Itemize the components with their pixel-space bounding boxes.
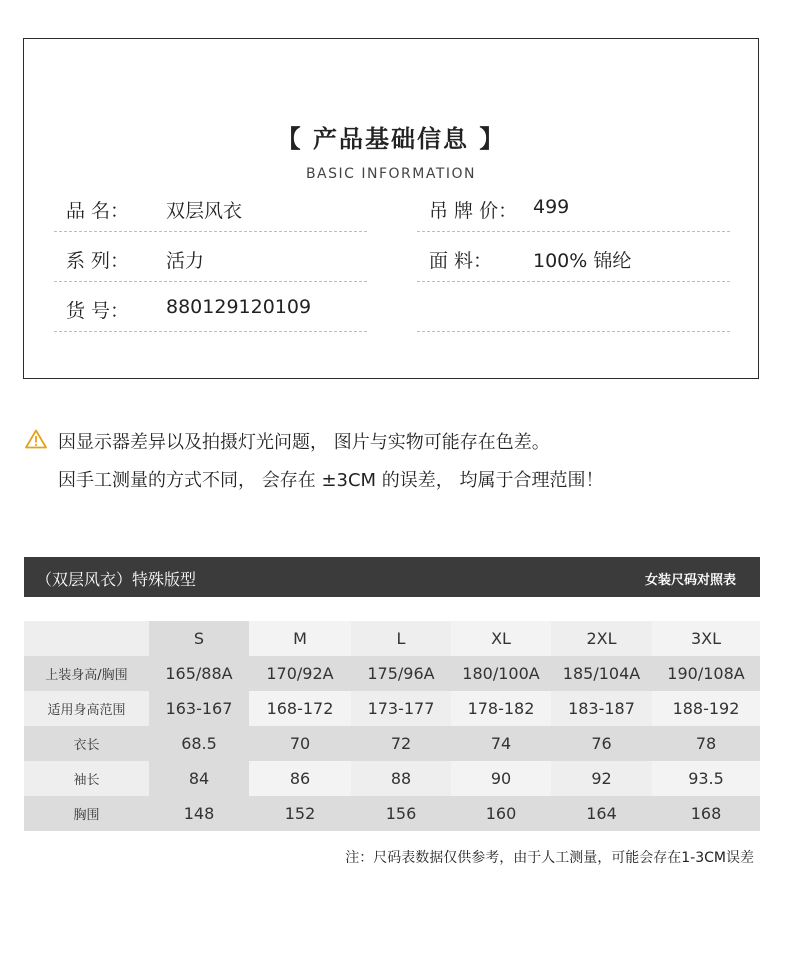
table-cell: 76 [551, 726, 652, 761]
table-cell: 175/96A [351, 656, 451, 691]
size-table-title: （双层风衣）特殊版型 [36, 570, 197, 589]
table-cell: 93.5 [652, 761, 760, 796]
field-label: 品 名： [66, 200, 130, 222]
size-header-cell: 3XL [652, 621, 760, 656]
size-header-cell: M [249, 621, 351, 656]
row-label: 上装身高/胸围 [24, 656, 149, 691]
size-table-footnote: 注：尺码表数据仅供参考，由于人工测量，可能会存在1-3CM误差 [345, 850, 754, 866]
table-cell: 92 [551, 761, 652, 796]
table-row [24, 761, 760, 796]
size-header-cell: L [351, 621, 451, 656]
table-cell: 178-182 [451, 691, 551, 726]
size-header-cell: 2XL [551, 621, 652, 656]
table-cell: 180/100A [451, 656, 551, 691]
field-value: 880129120109 [166, 296, 312, 318]
table-cell: 170/92A [249, 656, 351, 691]
table-cell: 78 [652, 726, 760, 761]
table-cell: 163-167 [149, 691, 249, 726]
field-label: 货 号： [66, 300, 130, 322]
info-title: 【 产品基础信息 】 [276, 125, 506, 153]
table-corner-cell [24, 621, 149, 656]
table-row [24, 691, 760, 726]
row-label: 袖长 [24, 761, 149, 796]
table-cell: 164 [551, 796, 652, 831]
row-label: 胸围 [24, 796, 149, 831]
table-cell: 70 [249, 726, 351, 761]
field-label: 面 料： [429, 250, 493, 272]
table-cell: 74 [451, 726, 551, 761]
field-tag-price [417, 182, 730, 232]
field-series [54, 232, 367, 282]
field-fabric [417, 232, 730, 282]
field-item-number [54, 282, 367, 332]
size-table-header [24, 557, 760, 597]
size-chart-label: 女装尺码对照表 [644, 573, 736, 588]
table-cell: 156 [351, 796, 451, 831]
basic-info-panel [23, 38, 759, 379]
table-cell: 165/88A [149, 656, 249, 691]
field-label: 系 列： [66, 250, 130, 272]
size-header-cell: S [149, 621, 249, 656]
table-cell: 183-187 [551, 691, 652, 726]
field-label: 吊 牌 价： [429, 200, 518, 222]
notice-line-1: 因显示器差异以及拍摄灯光问题， 图片与实物可能存在色差。 [58, 432, 550, 453]
row-label: 衣长 [24, 726, 149, 761]
table-cell: 160 [451, 796, 551, 831]
table-row [24, 796, 760, 831]
size-table [24, 621, 760, 831]
field-value: 双层风衣 [166, 200, 243, 222]
field-value: 100% 锦纶 [533, 250, 632, 272]
row-label: 适用身高范围 [24, 691, 149, 726]
size-header-cell: XL [451, 621, 551, 656]
table-cell: 84 [149, 761, 249, 796]
field-empty [417, 282, 730, 332]
table-cell: 168-172 [249, 691, 351, 726]
field-product-name [54, 182, 367, 232]
table-row [24, 656, 760, 691]
table-cell: 168 [652, 796, 760, 831]
info-subtitle: BASIC INFORMATION [305, 166, 477, 182]
notice-line-2: 因手工测量的方式不同， 会存在 ±3CM 的误差， 均属于合理范围！ [58, 470, 604, 491]
table-cell: 185/104A [551, 656, 652, 691]
table-cell: 152 [249, 796, 351, 831]
table-row [24, 621, 760, 656]
warning-icon [25, 429, 47, 449]
table-cell: 86 [249, 761, 351, 796]
table-cell: 148 [149, 796, 249, 831]
field-value: 499 [533, 196, 570, 218]
table-cell: 88 [351, 761, 451, 796]
field-value: 活力 [166, 250, 205, 272]
table-cell: 173-177 [351, 691, 451, 726]
table-cell: 68.5 [149, 726, 249, 761]
table-cell: 190/108A [652, 656, 760, 691]
table-cell: 90 [451, 761, 551, 796]
table-cell: 188-192 [652, 691, 760, 726]
table-cell: 72 [351, 726, 451, 761]
table-row [24, 726, 760, 761]
